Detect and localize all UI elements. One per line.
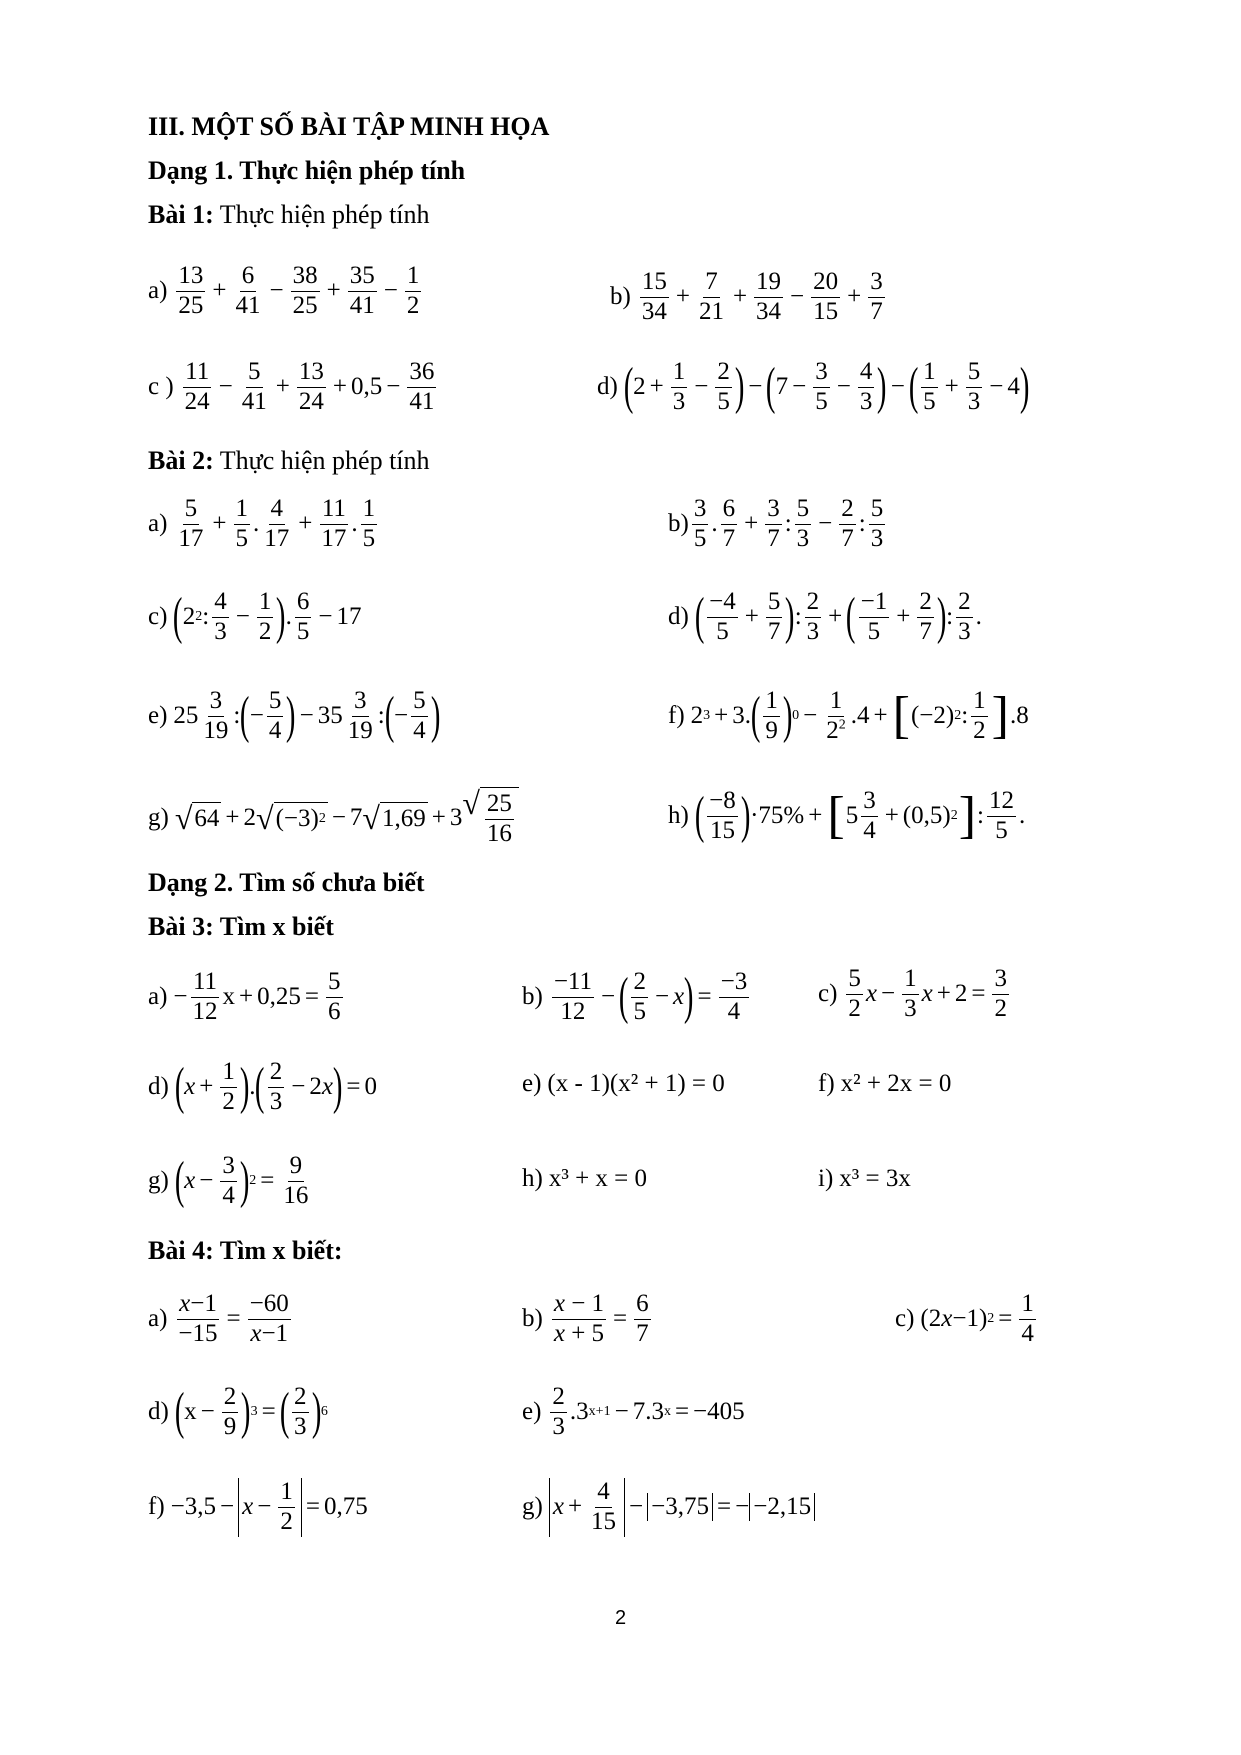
label: c ) <box>148 373 174 401</box>
expression: ( $\frac{-8}{15}$ ) ·75% + [ 5 $\frac{3}{4}$ + (0,5) 2 ] : $\frac{12}{5}$ . <box>694 787 1026 845</box>
expression: $\frac{11}{24}$ − $\frac{5}{41}$ + $\frac{13}{24}$ + 0,5 − $\frac{36}{41}$ <box>184 358 435 415</box>
b4g <box>522 1478 815 1537</box>
expression: ( x + $\frac{1}{2}$ ) . ( $\frac{2}{3}$ − 2 x ) = 0 <box>174 1058 377 1116</box>
expression: ( x − $\frac{2}{9}$ ) 3 = ( $\frac{2}{3}$ ) 6 <box>174 1383 328 1441</box>
label: f) <box>148 1493 165 1521</box>
label: e) <box>522 1070 542 1097</box>
label: c) <box>895 1305 915 1333</box>
expression: (2 x −1) 2 = $\frac{1}{4}$ <box>920 1290 1034 1347</box>
dang1-title: Dạng 1. Thực hiện phép tính <box>148 156 466 185</box>
expression: $\frac{2}{3}$ .3 x+1 − 7.3 x = −405 <box>552 1383 745 1440</box>
label: d) <box>148 1073 169 1101</box>
b4e <box>522 1383 745 1442</box>
b4f <box>148 1478 368 1537</box>
label: e) <box>522 1398 542 1426</box>
b4a <box>148 1290 294 1349</box>
b2f <box>668 687 1029 746</box>
b3a <box>148 968 346 1027</box>
dang2-title: Dạng 2. Tìm số chưa biết <box>148 868 425 897</box>
bai2-heading <box>148 446 430 476</box>
expression: x³ = 3x <box>839 1165 911 1192</box>
label: b) <box>610 283 631 311</box>
label: b) <box>522 1305 543 1333</box>
b4d <box>148 1383 328 1442</box>
expression: $\frac{5}{2}$ x − $\frac{1}{3}$ x + 2 = $\frac{3}{2}$ <box>848 965 1007 1022</box>
label: d) <box>597 373 618 401</box>
expression: $\frac{-11}{12}$ − ( $\frac{2}{5}$ − x ) = $\frac{-3}{4}$ <box>553 968 748 1026</box>
bai2-label: Bài 2: <box>148 446 214 475</box>
b3d <box>148 1058 377 1117</box>
expression: ( 2 + $\frac{1}{3}$ − $\frac{2}{5}$ ) − ( 7 − $\frac{3}{5}$ − $\frac{4}{3}$ ) − ( $\frac{1}{5}$ + $\frac{5}{3}$ − 4 ) <box>623 358 1030 416</box>
expression: $\frac{3}{5}$ . $\frac{6}{7}$ + $\frac{3}{7}$ : $\frac{5}{3}$ − $\frac{2}{7}$ : $\frac{5}{3}$ <box>693 495 884 552</box>
label: d) <box>148 1398 169 1426</box>
b2e <box>148 687 440 746</box>
b3f <box>818 1070 951 1098</box>
section-title: III. MỘT SỐ BÀI TẬP MINH HỌA <box>148 112 550 141</box>
expression: $\frac{15}{34}$ + $\frac{7}{21}$ + $\frac{19}{34}$ − $\frac{20}{15}$ + $\frac{3}{7}$ <box>641 268 883 325</box>
b1d <box>597 358 1029 417</box>
bai2-text: Thực hiện phép tính <box>219 446 430 475</box>
expression: 2 3 + 3. ( $\frac{1}{9}$ ) 0 − $\frac{1}{2^2}$ .4 + [ (−2) 2 : $\frac{1}{2}$ ] .8 <box>690 687 1029 745</box>
expression: $\frac{x - 1}{x + 5}$ = $\frac{6}{7}$ <box>553 1290 649 1347</box>
label: g) <box>522 1493 543 1521</box>
expression: − $\frac{11}{12}$ x + 0,25 = $\frac{5}{6}$ <box>173 968 341 1025</box>
expression: x² + 2x = 0 <box>840 1070 952 1097</box>
label: b) <box>668 510 689 538</box>
label: g) <box>148 1167 169 1195</box>
label: a) <box>148 277 168 305</box>
label: c) <box>818 980 838 1008</box>
expression: $\frac{13}{25}$ + $\frac{6}{41}$ − $\frac{38}{25}$ + $\frac{35}{41}$ − $\frac{1}{2}$ <box>178 262 420 319</box>
label: c) <box>148 603 168 631</box>
b2a <box>148 495 380 554</box>
expression: $\frac{x-1}{-15}$ = $\frac{-60}{x-1}$ <box>178 1290 289 1347</box>
b3i <box>818 1165 911 1193</box>
b3c <box>818 965 1012 1024</box>
b4b <box>522 1290 654 1349</box>
bai4-heading: Bài 4: Tìm x biết: <box>148 1236 343 1265</box>
label: b) <box>522 983 543 1011</box>
b1a <box>148 262 424 321</box>
b2d <box>668 588 982 647</box>
expression: √ 64 + 2 √ (−3) 2 − 7 √ 1,69 + 3 √ $\frac{25}{16}$ <box>175 787 519 849</box>
b2b <box>668 495 888 554</box>
b2g <box>148 787 519 849</box>
expression: ( $\frac{-4}{5}$ + $\frac{5}{7}$ ) : $\frac{2}{3}$ + ( $\frac{-1}{5}$ + $\frac{2}{7}$ ) : $\frac{2}{3}$ . <box>694 588 982 646</box>
expression: $\frac{5}{17}$ + $\frac{1}{5}$ . $\frac{4}{17}$ + $\frac{11}{17}$ . $\frac{1}{5}$ <box>178 495 376 552</box>
bai1-text: Thực hiện phép tính <box>219 200 430 229</box>
b4c <box>895 1290 1039 1349</box>
b1c <box>148 358 439 417</box>
expression: x + $\frac{4}{15}$ − −3,75 = − −2,15 <box>549 1478 815 1537</box>
label: f) <box>668 702 685 730</box>
expression: −3,5 − x − $\frac{1}{2}$ = 0,75 <box>170 1478 368 1535</box>
label: e) <box>148 702 168 730</box>
b3g <box>148 1152 313 1211</box>
b1b <box>610 268 888 327</box>
expression: ( 2 2 : $\frac{4}{3}$ − $\frac{1}{2}$ ) . $\frac{6}{5}$ − 17 <box>173 588 362 646</box>
bai3-heading: Bài 3: Tìm x biết <box>148 912 334 941</box>
label: d) <box>668 603 689 631</box>
label: i) <box>818 1165 834 1192</box>
label: a) <box>148 983 168 1011</box>
expression: x³ + x = 0 <box>548 1165 648 1192</box>
expression: (x - 1)(x² + 1) = 0 <box>547 1070 725 1097</box>
b3h <box>522 1165 647 1193</box>
b2h <box>668 787 1025 846</box>
b2c <box>148 588 362 647</box>
expression: ( x − $\frac{3}{4}$ ) 2 = $\frac{9}{16}$ <box>174 1152 309 1210</box>
label: g) <box>148 803 169 831</box>
label: h) <box>668 802 689 830</box>
b3e <box>522 1070 725 1098</box>
page-number: 2 <box>614 1607 627 1629</box>
label: f) <box>818 1070 835 1097</box>
bai1-heading <box>148 200 430 230</box>
expression: 25 $\frac{3}{19}$ : ( − $\frac{5}{4}$ ) − 35 $\frac{3}{19}$ : ( − $\frac{5}{4}$ ) <box>173 687 441 745</box>
bai1-label: Bài 1: <box>148 200 214 229</box>
label: a) <box>148 510 168 538</box>
label: a) <box>148 1305 168 1333</box>
b3b <box>522 968 752 1027</box>
label: h) <box>522 1165 543 1192</box>
